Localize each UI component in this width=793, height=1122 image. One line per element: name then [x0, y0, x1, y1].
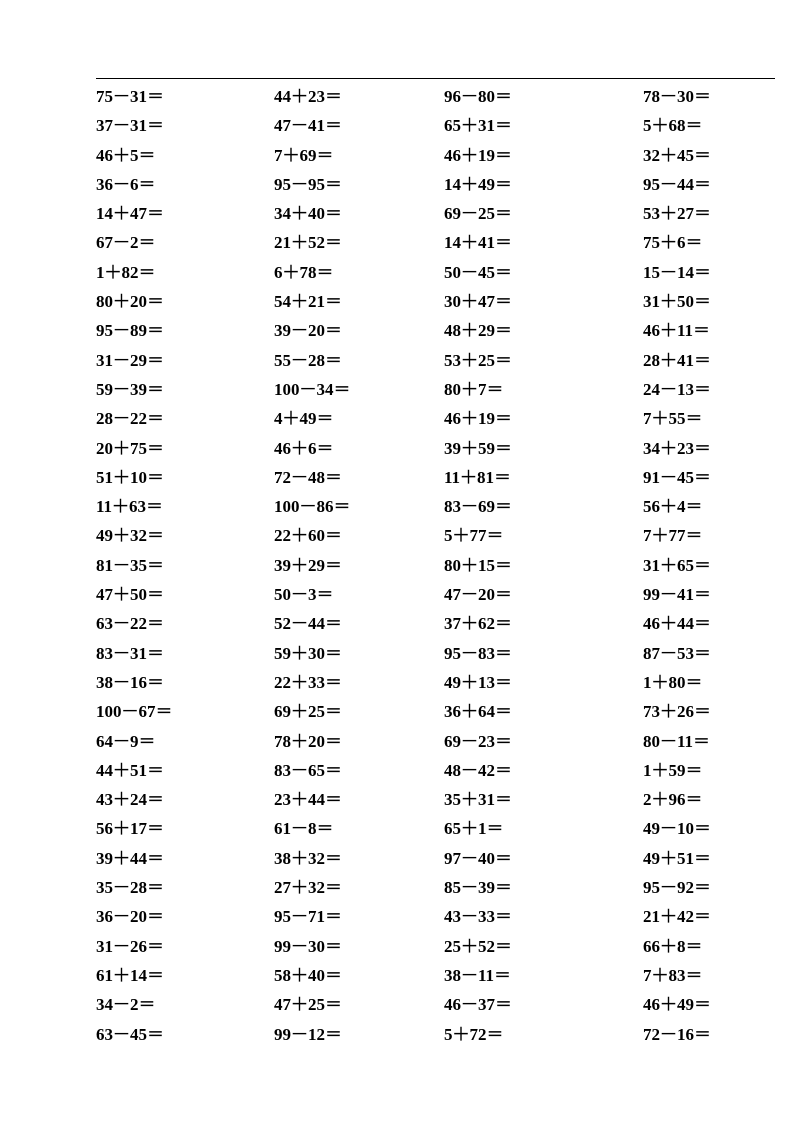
problem-row	[0, 523, 793, 552]
problem-row	[0, 787, 793, 816]
math-problem: 43－33＝	[444, 907, 512, 927]
math-problem: 99－12＝	[274, 1024, 342, 1044]
math-problem: 21＋42＝	[643, 907, 711, 927]
problem-row	[0, 670, 793, 699]
math-problem: 5＋68＝	[643, 116, 703, 136]
math-problem: 47－41＝	[274, 116, 342, 136]
math-problem: 25＋52＝	[444, 936, 512, 956]
math-problem: 75－31＝	[96, 87, 164, 106]
problem-row	[0, 846, 793, 875]
math-problem: 39－20＝	[274, 321, 342, 341]
math-problem: 39＋44＝	[96, 848, 164, 868]
math-problem: 95－44＝	[643, 174, 711, 194]
math-problem: 65＋1＝	[444, 819, 504, 839]
math-problem: 38－11＝	[444, 965, 512, 985]
math-problem: 38＋32＝	[274, 848, 342, 868]
math-problem: 73＋26＝	[643, 702, 711, 722]
math-problem: 52－44＝	[274, 614, 342, 634]
math-problem: 5＋77＝	[444, 526, 504, 546]
math-problem: 50－45＝	[444, 262, 512, 282]
math-problem: 37－31＝	[96, 116, 164, 136]
math-problem: 46＋5＝	[96, 145, 156, 165]
problem-row	[0, 1022, 793, 1051]
math-problem: 35＋31＝	[444, 790, 512, 810]
math-problem: 7＋55＝	[643, 409, 703, 429]
math-problem: 83－69＝	[444, 497, 512, 517]
math-problem: 81－35＝	[96, 555, 164, 575]
math-problem: 32＋45＝	[643, 145, 711, 165]
problem-row	[0, 406, 793, 435]
math-problem: 100－67＝	[96, 702, 173, 722]
problem-row	[0, 875, 793, 904]
math-problem: 30＋47＝	[444, 292, 512, 312]
problem-row	[0, 494, 793, 523]
math-problem: 46＋6＝	[274, 438, 334, 458]
math-problem: 11＋81＝	[444, 467, 512, 487]
math-problem: 67－2＝	[96, 233, 156, 253]
math-problem: 95－89＝	[96, 321, 164, 341]
math-problem: 69＋25＝	[274, 702, 342, 722]
math-problem: 99－30＝	[274, 936, 342, 956]
math-problem: 22＋33＝	[274, 672, 342, 692]
math-problem: 53＋27＝	[643, 204, 711, 224]
problem-row	[0, 436, 793, 465]
math-problem: 47＋50＝	[96, 585, 164, 605]
math-problem: 1＋82＝	[96, 262, 156, 282]
math-problem: 95－92＝	[643, 878, 711, 898]
math-problem: 56＋4＝	[643, 497, 703, 517]
math-problem: 14＋41＝	[444, 233, 512, 253]
math-problem: 58＋40＝	[274, 965, 342, 985]
math-problem: 63－45＝	[96, 1024, 164, 1044]
math-problem: 53＋25＝	[444, 350, 512, 370]
math-problem: 50－3＝	[274, 585, 334, 605]
problem-row	[0, 992, 793, 1021]
problem-row	[0, 641, 793, 670]
math-problem: 83－31＝	[96, 643, 164, 663]
math-problem: 31＋50＝	[643, 292, 711, 312]
math-problem: 66＋8＝	[643, 936, 703, 956]
math-problem: 6＋78＝	[274, 262, 334, 282]
math-problem: 87－53＝	[643, 643, 711, 663]
math-problem: 43＋24＝	[96, 790, 164, 810]
math-problem: 34＋23＝	[643, 438, 711, 458]
problem-row	[0, 729, 793, 758]
math-problem: 61＋14＝	[96, 965, 164, 985]
math-problem: 15－14＝	[643, 262, 711, 282]
math-problem: 46＋11＝	[643, 321, 711, 341]
math-problem: 22＋60＝	[274, 526, 342, 546]
math-problem: 49＋51＝	[643, 848, 711, 868]
math-problem: 59＋30＝	[274, 643, 342, 663]
math-problem: 65＋31＝	[444, 116, 512, 136]
math-problem: 5＋72＝	[444, 1024, 504, 1044]
problem-row	[0, 758, 793, 787]
math-problem: 46－37＝	[444, 995, 512, 1015]
math-problem: 99－41＝	[643, 585, 711, 605]
problem-row	[0, 934, 793, 963]
math-problem: 64－9＝	[96, 731, 156, 751]
math-problem: 11＋63＝	[96, 497, 164, 517]
math-problem: 95－71＝	[274, 907, 342, 927]
math-problem: 31－29＝	[96, 350, 164, 370]
math-problem: 46＋19＝	[444, 409, 512, 429]
math-problem: 96－80＝	[444, 87, 512, 106]
math-problem: 69－23＝	[444, 731, 512, 751]
problem-row	[0, 553, 793, 582]
math-problem: 35－28＝	[96, 878, 164, 898]
math-problem: 63－22＝	[96, 614, 164, 634]
math-problem: 61－8＝	[274, 819, 334, 839]
problem-row	[0, 84, 793, 113]
math-problem: 48－42＝	[444, 760, 512, 780]
arithmetic-worksheet	[0, 84, 793, 1051]
math-problem: 69－25＝	[444, 204, 512, 224]
math-problem: 38－16＝	[96, 672, 164, 692]
math-problem: 23＋44＝	[274, 790, 342, 810]
math-problem: 36－20＝	[96, 907, 164, 927]
math-problem: 72－16＝	[643, 1024, 711, 1044]
math-problem: 56＋17＝	[96, 819, 164, 839]
math-problem: 36－6＝	[96, 174, 156, 194]
math-problem: 34－2＝	[96, 995, 156, 1015]
math-problem: 46＋49＝	[643, 995, 711, 1015]
math-problem: 14＋49＝	[444, 174, 512, 194]
math-problem: 39＋59＝	[444, 438, 512, 458]
math-problem: 34＋40＝	[274, 204, 342, 224]
problem-row	[0, 348, 793, 377]
problem-row	[0, 465, 793, 494]
math-problem: 4＋49＝	[274, 409, 334, 429]
math-problem: 80＋15＝	[444, 555, 512, 575]
problem-row	[0, 611, 793, 640]
problem-row	[0, 699, 793, 728]
math-problem: 47＋25＝	[274, 995, 342, 1015]
math-problem: 80－11＝	[643, 731, 711, 751]
problem-row	[0, 816, 793, 845]
math-problem: 7＋83＝	[643, 965, 703, 985]
math-problem: 27＋32＝	[274, 878, 342, 898]
math-problem: 46＋44＝	[643, 614, 711, 634]
math-problem: 78－30＝	[643, 87, 711, 106]
math-problem: 36＋64＝	[444, 702, 512, 722]
math-problem: 7＋77＝	[643, 526, 703, 546]
math-problem: 20＋75＝	[96, 438, 164, 458]
problem-row	[0, 377, 793, 406]
math-problem: 7＋69＝	[274, 145, 334, 165]
top-rule	[96, 78, 775, 79]
math-problem: 47－20＝	[444, 585, 512, 605]
math-problem: 78＋20＝	[274, 731, 342, 751]
math-problem: 91－45＝	[643, 467, 711, 487]
math-problem: 48＋29＝	[444, 321, 512, 341]
problem-row	[0, 318, 793, 347]
math-problem: 24－13＝	[643, 379, 711, 399]
problem-row	[0, 260, 793, 289]
math-problem: 39＋29＝	[274, 555, 342, 575]
math-problem: 46＋19＝	[444, 145, 512, 165]
math-problem: 1＋59＝	[643, 760, 703, 780]
math-problem: 44＋23＝	[274, 87, 342, 106]
math-problem: 31－26＝	[96, 936, 164, 956]
problem-row	[0, 904, 793, 933]
math-problem: 49－10＝	[643, 819, 711, 839]
math-problem: 75＋6＝	[643, 233, 703, 253]
math-problem: 49＋32＝	[96, 526, 164, 546]
math-problem: 37＋62＝	[444, 614, 512, 634]
math-problem: 49＋13＝	[444, 672, 512, 692]
math-problem: 100－34＝	[274, 379, 351, 399]
math-problem: 21＋52＝	[274, 233, 342, 253]
problem-row	[0, 113, 793, 142]
math-problem: 14＋47＝	[96, 204, 164, 224]
math-problem: 44＋51＝	[96, 760, 164, 780]
problem-row	[0, 230, 793, 259]
math-problem: 28－22＝	[96, 409, 164, 429]
math-problem: 2＋96＝	[643, 790, 703, 810]
math-problem: 95－83＝	[444, 643, 512, 663]
math-problem: 80＋20＝	[96, 292, 164, 312]
math-problem: 85－39＝	[444, 878, 512, 898]
math-problem: 51＋10＝	[96, 467, 164, 487]
math-problem: 1＋80＝	[643, 672, 703, 692]
math-problem: 83－65＝	[274, 760, 342, 780]
math-problem: 100－86＝	[274, 497, 351, 517]
problem-row	[0, 172, 793, 201]
math-problem: 55－28＝	[274, 350, 342, 370]
math-problem: 97－40＝	[444, 848, 512, 868]
math-problem: 31＋65＝	[643, 555, 711, 575]
math-problem: 80＋7＝	[444, 379, 504, 399]
problem-row	[0, 201, 793, 230]
math-problem: 28＋41＝	[643, 350, 711, 370]
problem-row	[0, 963, 793, 992]
problem-row	[0, 143, 793, 172]
problem-row	[0, 289, 793, 318]
math-problem: 54＋21＝	[274, 292, 342, 312]
math-problem: 72－48＝	[274, 467, 342, 487]
problem-row	[0, 582, 793, 611]
math-problem: 59－39＝	[96, 379, 164, 399]
math-problem: 95－95＝	[274, 174, 342, 194]
